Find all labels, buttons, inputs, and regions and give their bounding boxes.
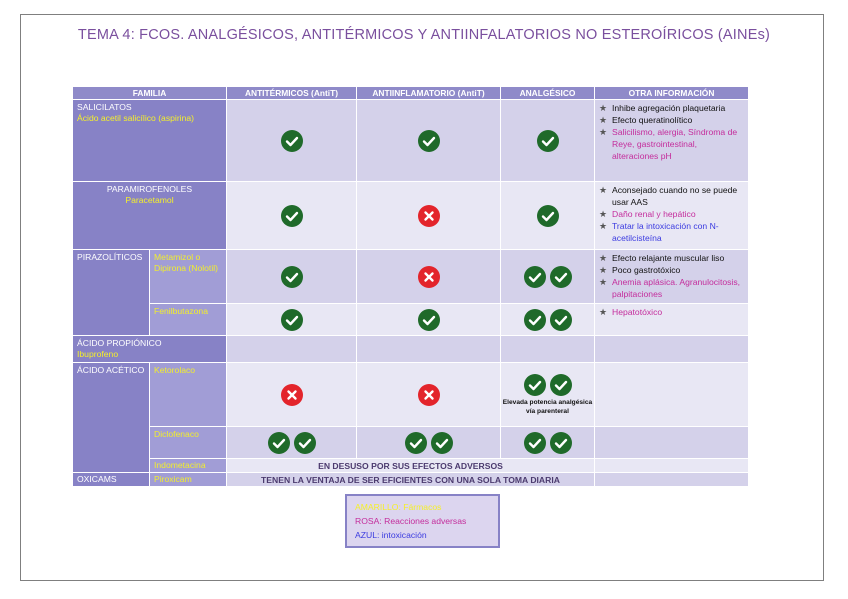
check-circle-icon — [537, 130, 559, 152]
family-name: PARAMIROFENOLES — [106, 184, 193, 194]
check-circle-icon — [550, 432, 572, 454]
cell-antit — [227, 250, 357, 304]
check-circle-icon — [281, 309, 303, 331]
drug-name: Metamizol o Dipirona (Nolotil) — [150, 250, 227, 304]
star-icon: ★ — [599, 221, 608, 231]
drug-name: Diclofenaco — [150, 427, 227, 459]
drug-name: Piroxicam — [150, 473, 227, 487]
cell-analg — [501, 336, 595, 363]
row-paramirofenoles — [73, 182, 749, 250]
check-circle-icon — [281, 205, 303, 227]
cell-antit — [227, 336, 357, 363]
drug-table — [72, 86, 749, 487]
info-item: Poco gastrotóxico — [612, 265, 681, 275]
drug-name: Ácido acetil salicílico (aspirina) — [77, 113, 195, 123]
check-circle-icon — [537, 205, 559, 227]
drug-name: Paracetamol — [125, 195, 174, 205]
disuse-banner: EN DESUSO POR SUS EFECTOS ADVERSOS — [227, 459, 595, 473]
drug-name: Indometacina — [150, 459, 227, 473]
check-circle-icon — [524, 309, 546, 331]
cell-analg — [501, 363, 595, 427]
check-circle-icon — [418, 130, 440, 152]
info-paramirofenoles — [595, 182, 749, 250]
row-fenilbutazona — [73, 304, 749, 336]
cell-antit — [227, 427, 357, 459]
info-item: Inhibe agregación plaquetaria — [612, 103, 726, 113]
star-icon: ★ — [599, 253, 608, 263]
info-item: Efecto relajante muscular liso — [612, 253, 725, 263]
drug-name: Ketorolaco — [150, 363, 227, 427]
family-cell-acetico: ÁCIDO ACÉTICO — [73, 363, 150, 473]
analgesic-note: Elevada potencia analgésica vía parenteral — [502, 398, 593, 415]
family-cell-pirazoliticos: PIRAZOLÍTICOS — [73, 250, 150, 336]
cell-antit — [227, 100, 357, 182]
cell-analg — [501, 250, 595, 304]
family-cell-paramirofenoles — [73, 182, 227, 250]
cell-info — [595, 473, 749, 487]
family-name: SALICILATOS — [77, 102, 132, 112]
cell-info — [595, 363, 749, 427]
info-item: Efecto queratinolítico — [612, 115, 693, 125]
family-cell-salicilatos — [73, 100, 227, 182]
header-row — [73, 87, 749, 100]
star-icon: ★ — [599, 307, 608, 317]
star-icon: ★ — [599, 103, 608, 113]
header-otra-info: OTRA INFORMACIÓN — [595, 87, 749, 100]
cross-circle-icon — [281, 384, 303, 406]
cell-analg — [501, 427, 595, 459]
star-icon: ★ — [599, 277, 608, 287]
check-circle-icon — [294, 432, 316, 454]
check-circle-icon — [550, 374, 572, 396]
row-metamizol — [73, 250, 749, 304]
cell-analg — [501, 304, 595, 336]
cell-info — [595, 427, 749, 459]
cell-antiinf — [357, 427, 501, 459]
cell-info — [595, 336, 749, 363]
row-ketorolaco — [73, 363, 749, 427]
info-salicilatos — [595, 100, 749, 182]
check-circle-icon — [281, 130, 303, 152]
info-metamizol — [595, 250, 749, 304]
cell-antiinf — [357, 304, 501, 336]
color-legend — [345, 494, 500, 548]
cross-circle-icon — [418, 384, 440, 406]
star-icon: ★ — [599, 127, 608, 137]
drug-name: Ibuprofeno — [77, 349, 119, 359]
oxicams-banner: TENEN LA VENTAJA DE SER EFICIENTES CON UNA SOLA TOMA DIARIA — [227, 473, 595, 487]
info-item-adverse: Salicilismo, alergia, Síndroma de Reye, gastrointestinal, alteraciones pH — [612, 127, 738, 161]
row-propionico — [73, 336, 749, 363]
cell-antiinf — [357, 250, 501, 304]
star-icon: ★ — [599, 209, 608, 219]
row-salicilatos — [73, 100, 749, 182]
check-circle-icon — [524, 266, 546, 288]
cross-circle-icon — [418, 266, 440, 288]
check-circle-icon — [524, 374, 546, 396]
check-circle-icon — [550, 266, 572, 288]
check-circle-icon — [550, 309, 572, 331]
cell-antit — [227, 363, 357, 427]
row-indometacina — [73, 459, 749, 473]
check-circle-icon — [281, 266, 303, 288]
header-familia: FAMILIA — [73, 87, 227, 100]
check-circle-icon — [524, 432, 546, 454]
row-oxicams — [73, 473, 749, 487]
header-antitermicos: ANTITÉRMICOS (AntiT) — [227, 87, 357, 100]
cell-analg — [501, 182, 595, 250]
star-icon: ★ — [599, 115, 608, 125]
legend-blue: AZUL: intoxicación — [355, 530, 427, 540]
family-cell-propionico — [73, 336, 227, 363]
cross-circle-icon — [418, 205, 440, 227]
legend-yellow: AMARILLO: Fármacos — [355, 502, 442, 512]
info-item-intox: Tratar la intoxicación con N-acetilcisteína — [612, 221, 719, 243]
check-circle-icon — [405, 432, 427, 454]
drug-name: Fenilbutazona — [150, 304, 227, 336]
cell-antit — [227, 182, 357, 250]
cell-antiinf — [357, 182, 501, 250]
cell-antiinf — [357, 363, 501, 427]
info-item-adverse: Anemia aplásica. Agranulocitosis, palpitaciones — [612, 277, 741, 299]
header-antiinflamatorio: ANTIINFLAMATORIO (AntiT) — [357, 87, 501, 100]
cell-info — [595, 459, 749, 473]
header-analgesico: ANALGÉSICO — [501, 87, 595, 100]
cell-antiinf — [357, 336, 501, 363]
cell-antiinf — [357, 100, 501, 182]
page-title: TEMA 4: FCOS. ANALGÉSICOS, ANTITÉRMICOS Y ANTIINFALATORIOS NO ESTEROÍRICOS (AINEs) — [77, 27, 771, 43]
info-item: Aconsejado cuando no se puede usar AAS — [612, 185, 738, 207]
check-circle-icon — [268, 432, 290, 454]
cell-analg — [501, 100, 595, 182]
cell-antit — [227, 304, 357, 336]
row-diclofenaco — [73, 427, 749, 459]
star-icon: ★ — [599, 265, 608, 275]
info-item-adverse: Hepatotóxico — [612, 307, 663, 317]
legend-pink: ROSA: Reacciones adversas — [355, 516, 467, 526]
star-icon: ★ — [599, 185, 608, 195]
family-name: ÁCIDO PROPIÓNICO — [77, 338, 162, 348]
info-item-adverse: Daño renal y hepático — [612, 209, 696, 219]
info-fenilbutazona — [595, 304, 749, 336]
check-circle-icon — [418, 309, 440, 331]
check-circle-icon — [431, 432, 453, 454]
family-cell-oxicams: OXICAMS — [73, 473, 150, 487]
